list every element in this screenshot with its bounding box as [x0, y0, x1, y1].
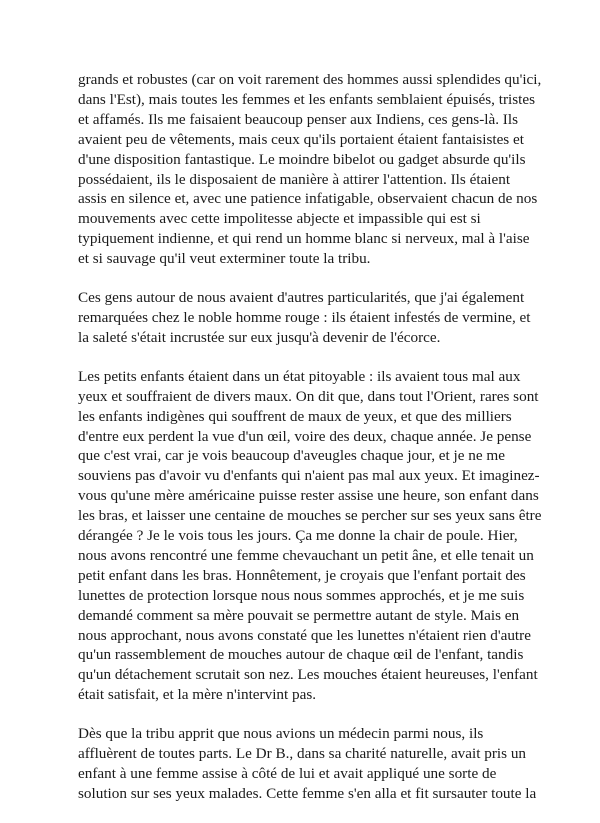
- text-line: Dès que la tribu apprit que nous avions un médecin parmi nous, ils: [78, 725, 484, 743]
- text-line: et si sauvage qu'il veut exterminer toute la tribu.: [78, 250, 371, 268]
- text-line: yeux et souffraient de divers maux. On dit que, dans tout l'Orient, rares sont: [78, 387, 539, 405]
- text-line: d'entre eux perdent la vue d'un œil, voire des deux, chaque année. Je pense: [78, 427, 532, 445]
- paragraph-4: [78, 724, 537, 804]
- text-line: dans l'Est), mais toutes les femmes et les enfants semblaient épuisés, tristes: [78, 90, 535, 108]
- document-page: [78, 70, 542, 823]
- text-line: grands et robustes (car on voit rarement des hommes aussi splendides qu'ici,: [78, 71, 542, 88]
- paragraph-2: [78, 288, 531, 348]
- text-line: enfant à une femme assise à côté de lui et avait appliqué une sorte de: [78, 765, 497, 782]
- text-line: la saleté s'était incrustée sur eux jusqu'à devenir de l'écorce.: [78, 328, 441, 346]
- text-line: demandé comment sa mère pouvait se permettre autant de style. Mais en: [78, 606, 520, 624]
- text-line: typiquement indienne, et qui rend un homme blanc si nerveux, mal à l'aise: [78, 230, 530, 248]
- text-line: possédaient, ils le disposaient de manière à attirer l'attention. Ils étaient: [78, 170, 511, 188]
- text-line: d'une disposition fantastique. Le moindre bibelot ou gadget absurde qu'ils: [78, 150, 526, 168]
- text-line: avaient peu de vêtements, mais ceux qu'ils portaient étaient fantaisistes et: [78, 130, 524, 148]
- text-line: nous avons rencontré une femme chevauchant un petit âne, et elle tenait un: [78, 546, 534, 564]
- text-line: lunettes de protection lorsque nous nous sommes approchés, et je me suis: [78, 586, 525, 604]
- text-line: Ces gens autour de nous avaient d'autres particularités, que j'ai également: [78, 289, 525, 307]
- text-line: vous qu'une mère américaine puisse rester assise une heure, son enfant dans: [78, 487, 539, 505]
- text-line: nous approchant, nous avons constaté que les lunettes n'étaient rien d'autre: [78, 626, 531, 644]
- paragraph-3: [78, 367, 542, 705]
- text-line: dérangée ? Je le vois tous les jours. Ça me donne la chair de poule. Hier,: [78, 527, 518, 545]
- text-line: les enfants indigènes qui souffrent de maux de yeux, et que des milliers: [78, 407, 512, 425]
- text-line: était satisfait, et la mère n'intervint pas.: [78, 686, 317, 704]
- text-line: mouvements avec cette impolitesse abjecte et impassible qui est si: [78, 210, 481, 228]
- text-line: souviens pas d'avoir vu d'enfants qui n'aient pas mal aux yeux. Et imaginez-: [78, 467, 540, 485]
- text-line: petit enfant dans les bras. Honnêtement, je croyais que l'enfant portait des: [78, 566, 526, 584]
- text-line: qu'un rassemblement de mouches autour de chaque œil de l'enfant, tandis: [78, 646, 524, 664]
- text-line: qu'un détachement scrutait son nez. Les mouches étaient heureuses, l'enfant: [78, 666, 538, 684]
- text-line: que c'est vrai, car je vois beaucoup d'aveugles chaque jour, et je ne me: [78, 447, 505, 465]
- text-line: les bras, et laisser une centaine de mouches se percher sur ses yeux sans être: [78, 507, 542, 525]
- paragraph-1: [78, 70, 542, 269]
- text-line: remarquées chez le noble homme rouge : ils étaient infestés de vermine, et: [78, 308, 531, 326]
- text-line: assis en silence et, avec une patience infatigable, observaient chacun de nos: [78, 190, 538, 208]
- text-line: et affamés. Ils me faisaient beaucoup penser aux Indiens, ces gens-là. Ils: [78, 110, 518, 128]
- text-line: Les petits enfants étaient dans un état pitoyable : ils avaient tous mal aux: [78, 367, 521, 385]
- text-line: solution sur ses yeux malades. Cette femme s'en alla et fit sursauter toute la: [78, 784, 537, 802]
- text-line: affluèrent de toutes parts. Le Dr B., dans sa charité naturelle, avait pris un: [78, 745, 527, 763]
